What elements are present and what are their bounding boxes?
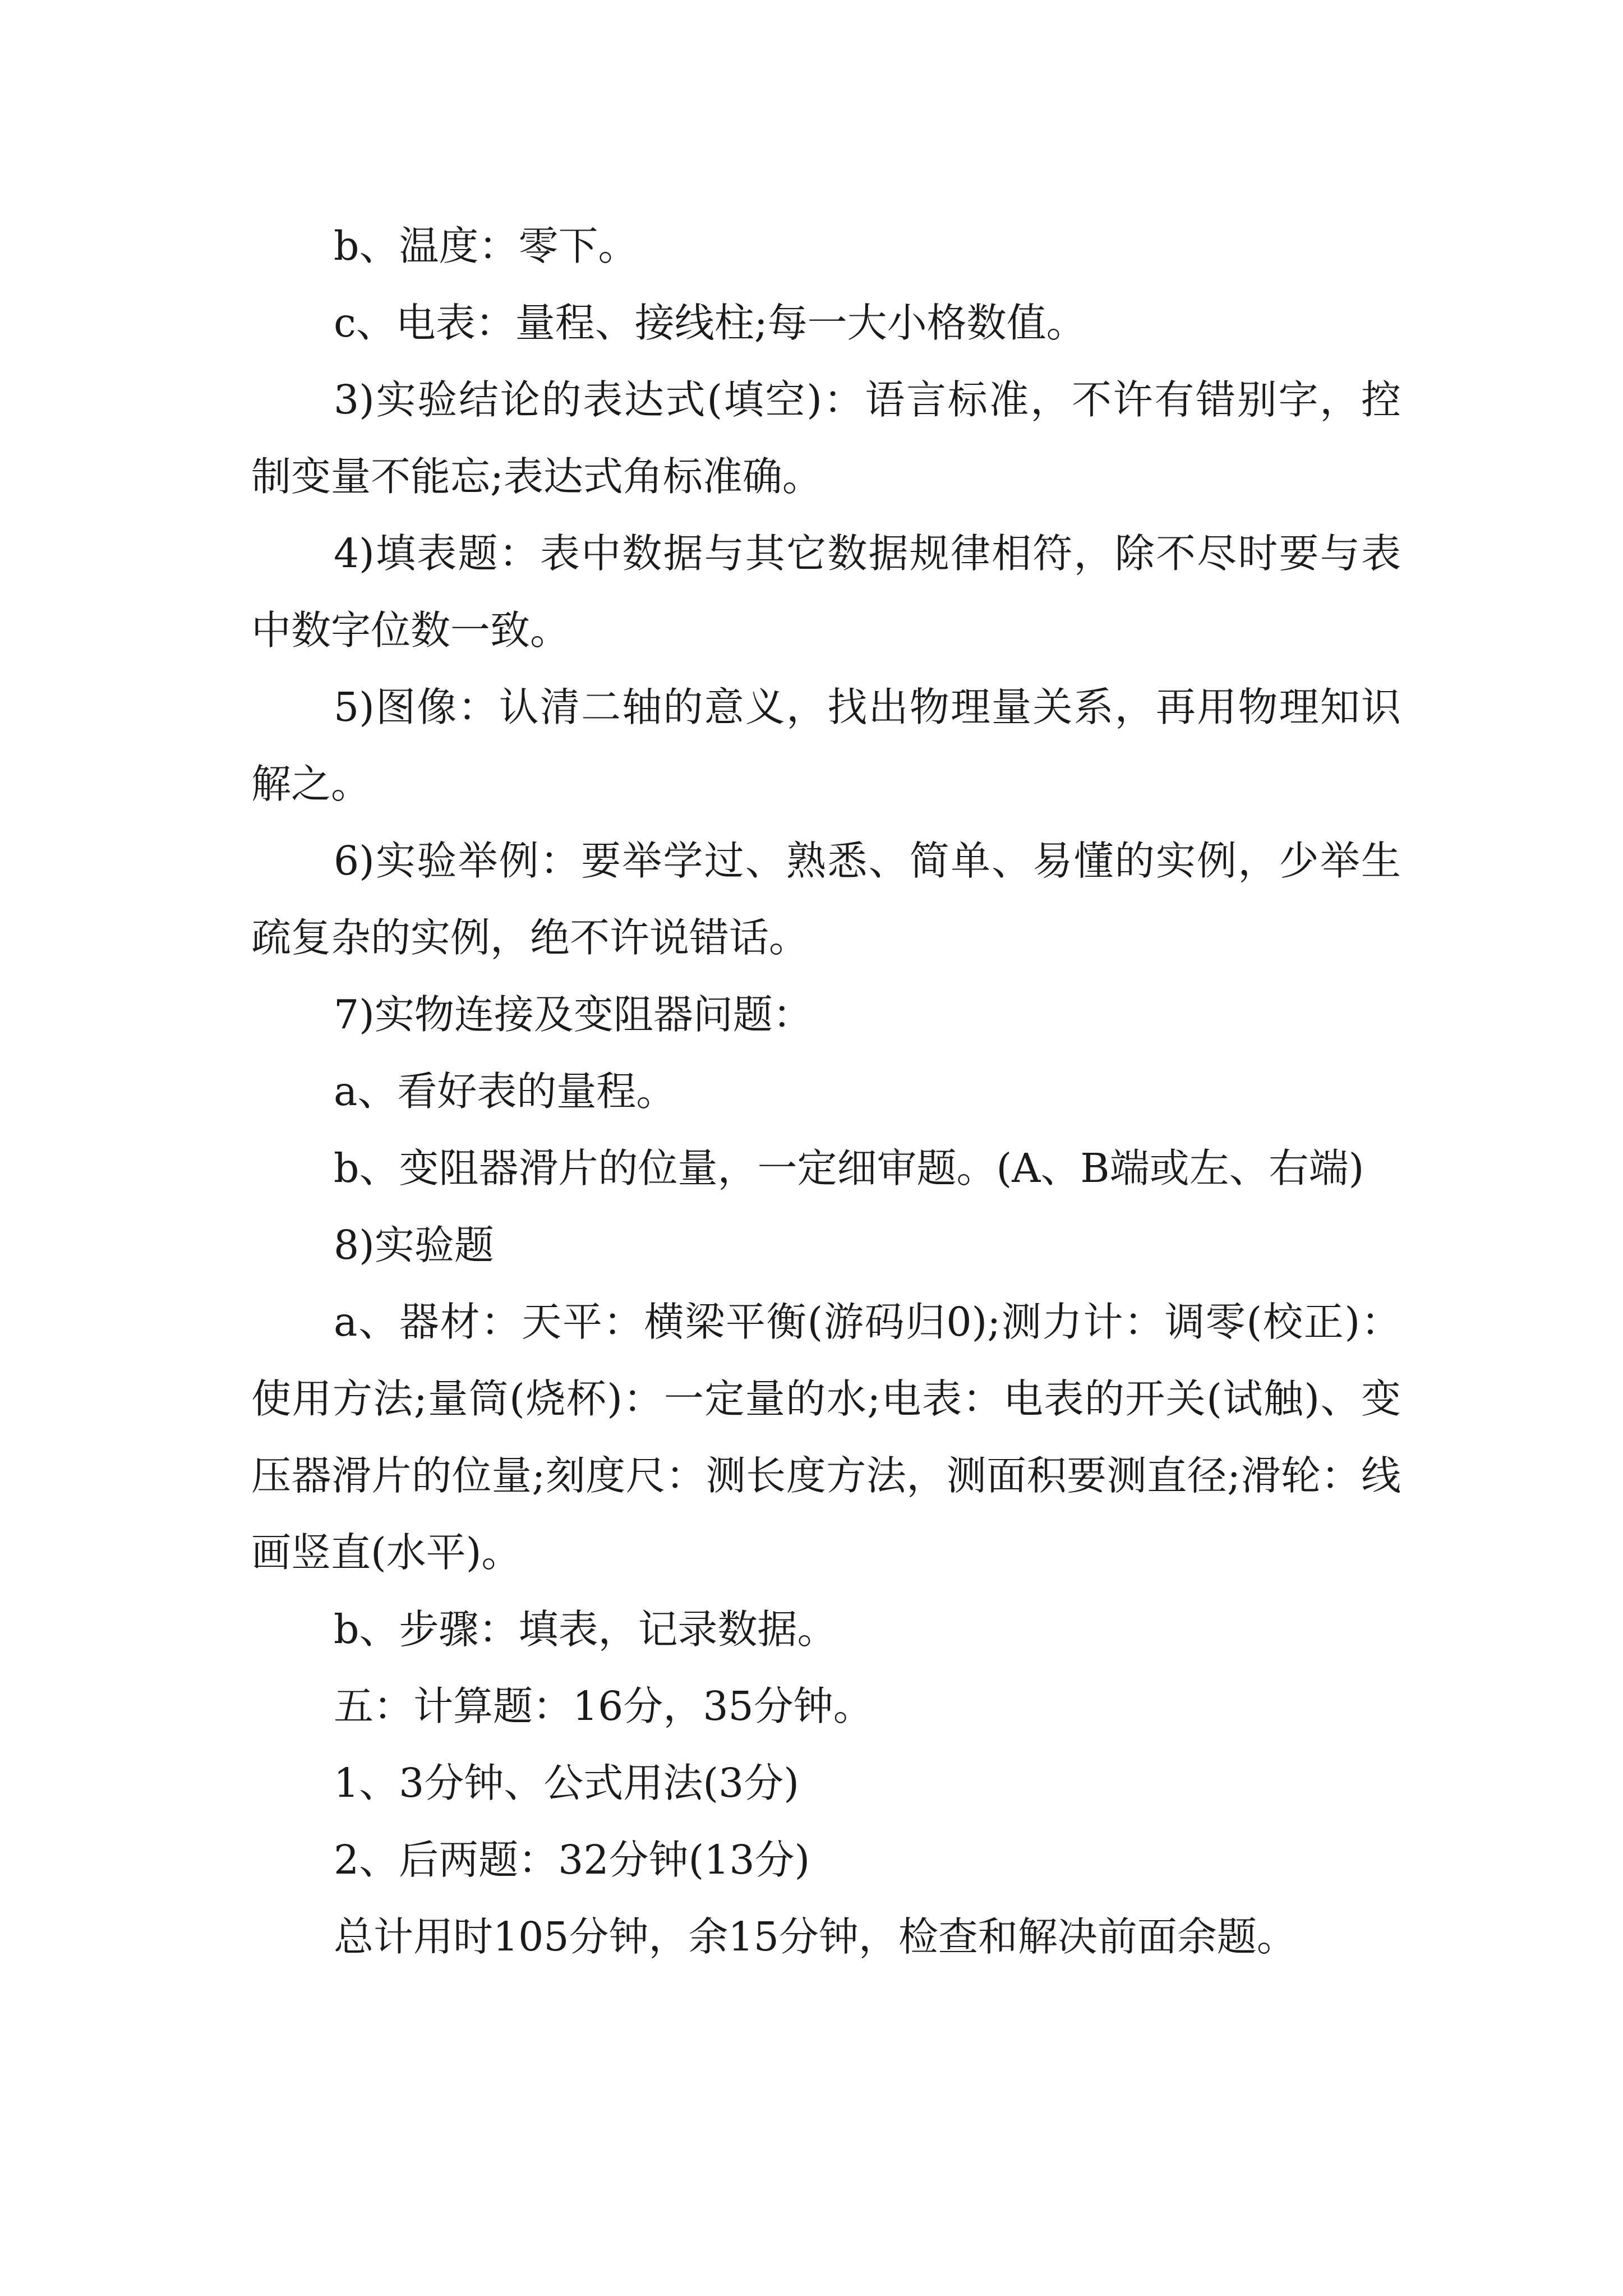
paragraph-experiment-heading: 8)实验题 xyxy=(334,1222,494,1268)
paragraph-meter-range: a、看好表的量程。 xyxy=(334,1068,676,1115)
paragraph-temperature: b、温度：零下。 xyxy=(334,223,638,269)
paragraph-rheostat-slider: b、变阻器滑片的位量，一定细审题。(A、B端或左、右端) xyxy=(334,1145,1364,1191)
paragraph-conclusion-expression: 3)实验结论的表达式(填空)：语言标准，不许有错别字，控制变量不能忘;表达式角标准确。 xyxy=(251,376,1401,500)
paragraph-formula-usage: 1、3分钟、公式用法(3分) xyxy=(334,1760,799,1806)
paragraph-steps: b、步骤：填表，记录数据。 xyxy=(334,1606,837,1653)
paragraph-meter: c、电表：量程、接线柱;每一大小格数值。 xyxy=(334,300,1086,346)
paragraph-examples: 6)实验举例：要举学过、熟悉、简单、易懂的实例，少举生疏复杂的实例，绝不许说错话。 xyxy=(251,838,1401,961)
document-body xyxy=(251,208,1401,1975)
paragraph-last-two-questions: 2、后两题：32分钟(13分) xyxy=(334,1837,810,1883)
paragraph-equipment: a、器材：天平：横梁平衡(游码归0);测力计：调零(校正)：使用方法;量筒(烧杯)：一定量的水;电表：电表的开关(试触)、变压器滑片的位量;刻度尺：测长度方法，测面积要测直径;滑轮：线画竖直(水平)。 xyxy=(251,1299,1401,1576)
paragraph-table-filling: 4)填表题：表中数据与其它数据规律相符，除不尽时要与表中数字位数一致。 xyxy=(251,530,1401,654)
paragraph-graph: 5)图像：认清二轴的意义，找出物理量关系，再用物理知识解之。 xyxy=(251,684,1401,807)
paragraph-circuit-connection: 7)实物连接及变阻器问题： xyxy=(334,991,813,1038)
paragraph-calculation-heading: 五：计算题：16分，35分钟。 xyxy=(334,1683,873,1729)
paragraph-total-time: 总计用时105分钟，余15分钟，检查和解决前面余题。 xyxy=(334,1913,1297,1960)
